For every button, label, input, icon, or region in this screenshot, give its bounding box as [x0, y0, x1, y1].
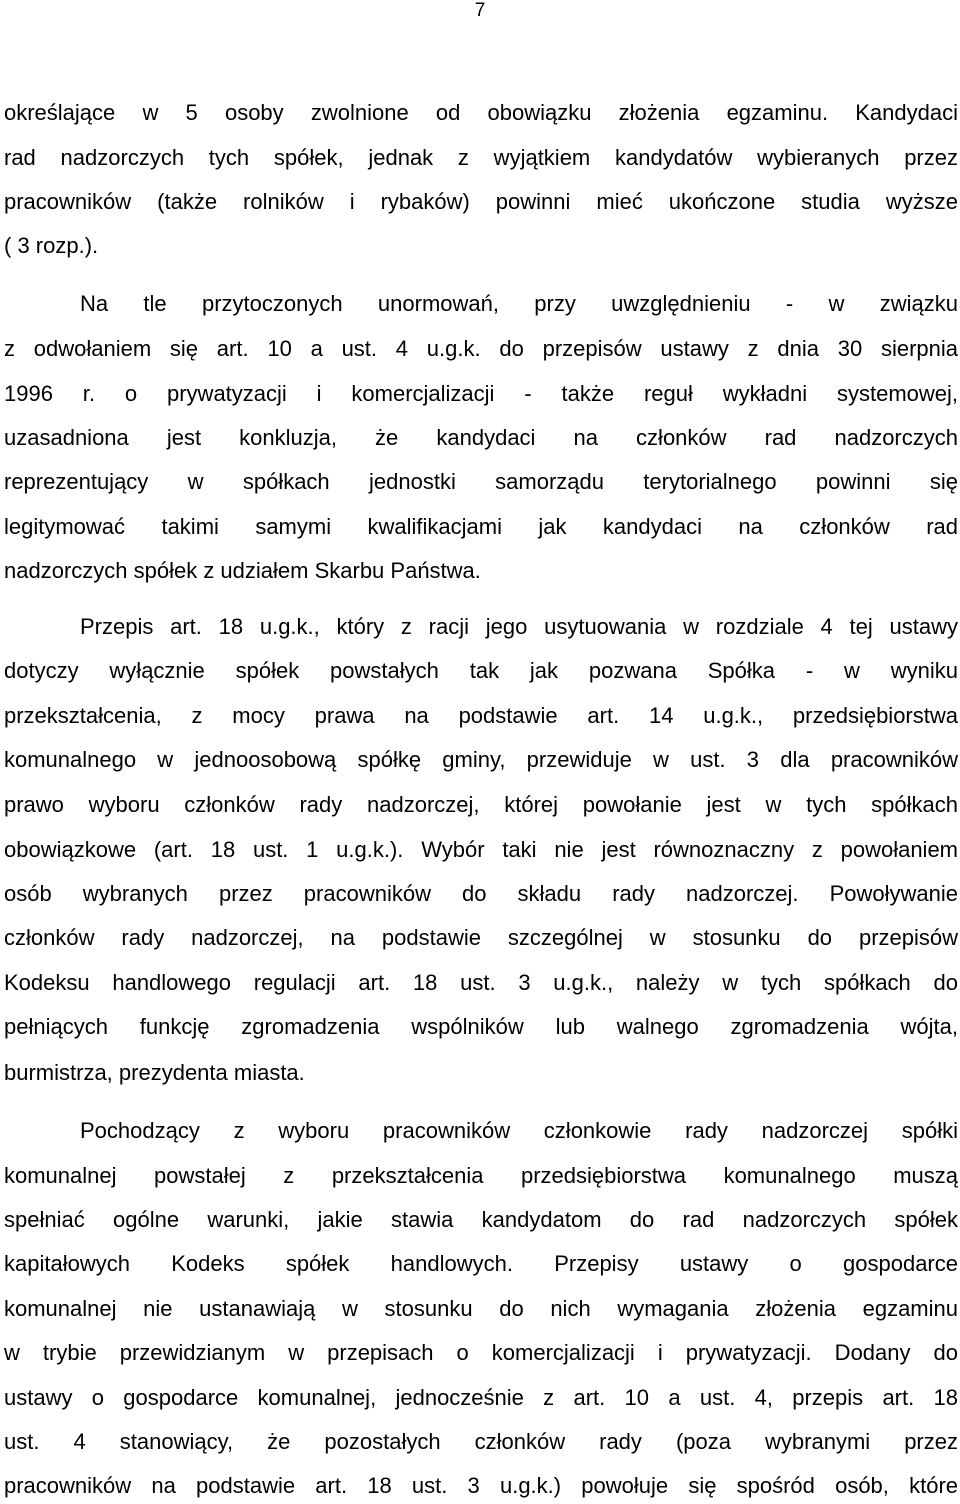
- text-line: 1996 r. o prywatyzacji i komercjalizacji - także reguł wykładni systemowej,: [4, 381, 958, 406]
- text-line: ( 3 rozp.).: [4, 233, 99, 258]
- text-line: uzasadniona jest konkluzja, że kandydaci na członków rad nadzorczych: [4, 425, 958, 450]
- text-line: pełniących funkcję zgromadzenia wspólników lub walnego zgromadzenia wójta,: [4, 1014, 958, 1039]
- text-line: w trybie przewidzianym w przepisach o komercjalizacji i prywatyzacji. Dodany do: [4, 1340, 958, 1365]
- text-line: komunalnej nie ustanawiają w stosunku do nich wymagania złożenia egzaminu: [4, 1296, 958, 1321]
- text-line: członków rady nadzorczej, na podstawie szczególnej w stosunku do przepisów: [4, 925, 958, 950]
- text-line: określające w 5 osoby zwolnione od obowiązku złożenia egzaminu. Kandydaci: [4, 100, 958, 125]
- text-line: przekształcenia, z mocy prawa na podstawie art. 14 u.g.k., przedsiębiorstwa: [4, 703, 958, 728]
- text-line: ust. 4 stanowiący, że pozostałych członków rady (poza wybranymi przez: [4, 1429, 958, 1454]
- text-line: spełniać ogólne warunki, jakie stawia kandydatom do rad nadzorczych spółek: [4, 1207, 958, 1232]
- text-line: obowiązkowe (art. 18 ust. 1 u.g.k.). Wybór taki nie jest równoznaczny z powołaniem: [4, 837, 958, 862]
- text-line: burmistrza, prezydenta miasta.: [4, 1060, 305, 1085]
- text-line: osób wybranych przez pracowników do składu rady nadzorczej. Powoływanie: [4, 881, 958, 906]
- text-line: reprezentujący w spółkach jednostki samorządu terytorialnego powinni się: [4, 469, 958, 494]
- text-line: Pochodzący z wyboru pracowników członkowie rady nadzorczej spółki: [80, 1118, 958, 1143]
- text-line: komunalnej powstałej z przekształcenia przedsiębiorstwa komunalnego muszą: [4, 1163, 958, 1188]
- text-line: dotyczy wyłącznie spółek powstałych tak jak pozwana Spółka - w wyniku: [4, 658, 958, 683]
- text-line: Kodeksu handlowego regulacji art. 18 ust. 3 u.g.k., należy w tych spółkach do: [4, 970, 958, 995]
- text-line: Przepis art. 18 u.g.k., który z racji jego usytuowania w rozdziale 4 tej ustawy: [80, 614, 958, 639]
- text-line: pracowników na podstawie art. 18 ust. 3 u.g.k.) powołuje się spośród osób, które: [4, 1473, 958, 1498]
- text-line: prawo wyboru członków rady nadzorczej, której powołanie jest w tych spółkach: [4, 792, 958, 817]
- text-line: rad nadzorczych tych spółek, jednak z wyjątkiem kandydatów wybieranych przez: [4, 145, 958, 170]
- text-line: ustawy o gospodarce komunalnej, jednocześnie z art. 10 a ust. 4, przepis art. 18: [4, 1385, 958, 1410]
- text-line: Na tle przytoczonych unormowań, przy uwzględnieniu - w związku: [80, 291, 958, 316]
- text-line: z odwołaniem się art. 10 a ust. 4 u.g.k. do przepisów ustawy z dnia 30 sierpnia: [4, 336, 958, 361]
- page-number: 7: [474, 0, 486, 21]
- text-line: legitymować takimi samymi kwalifikacjami jak kandydaci na członków rad: [4, 514, 958, 539]
- text-line: nadzorczych spółek z udziałem Skarbu Państwa.: [4, 558, 481, 583]
- text-line: komunalnego w jednoosobową spółkę gminy, przewiduje w ust. 3 dla pracowników: [4, 747, 958, 772]
- text-line: pracowników (także rolników i rybaków) powinni mieć ukończone studia wyższe: [4, 189, 958, 214]
- text-line: kapitałowych Kodeks spółek handlowych. Przepisy ustawy o gospodarce: [4, 1251, 958, 1276]
